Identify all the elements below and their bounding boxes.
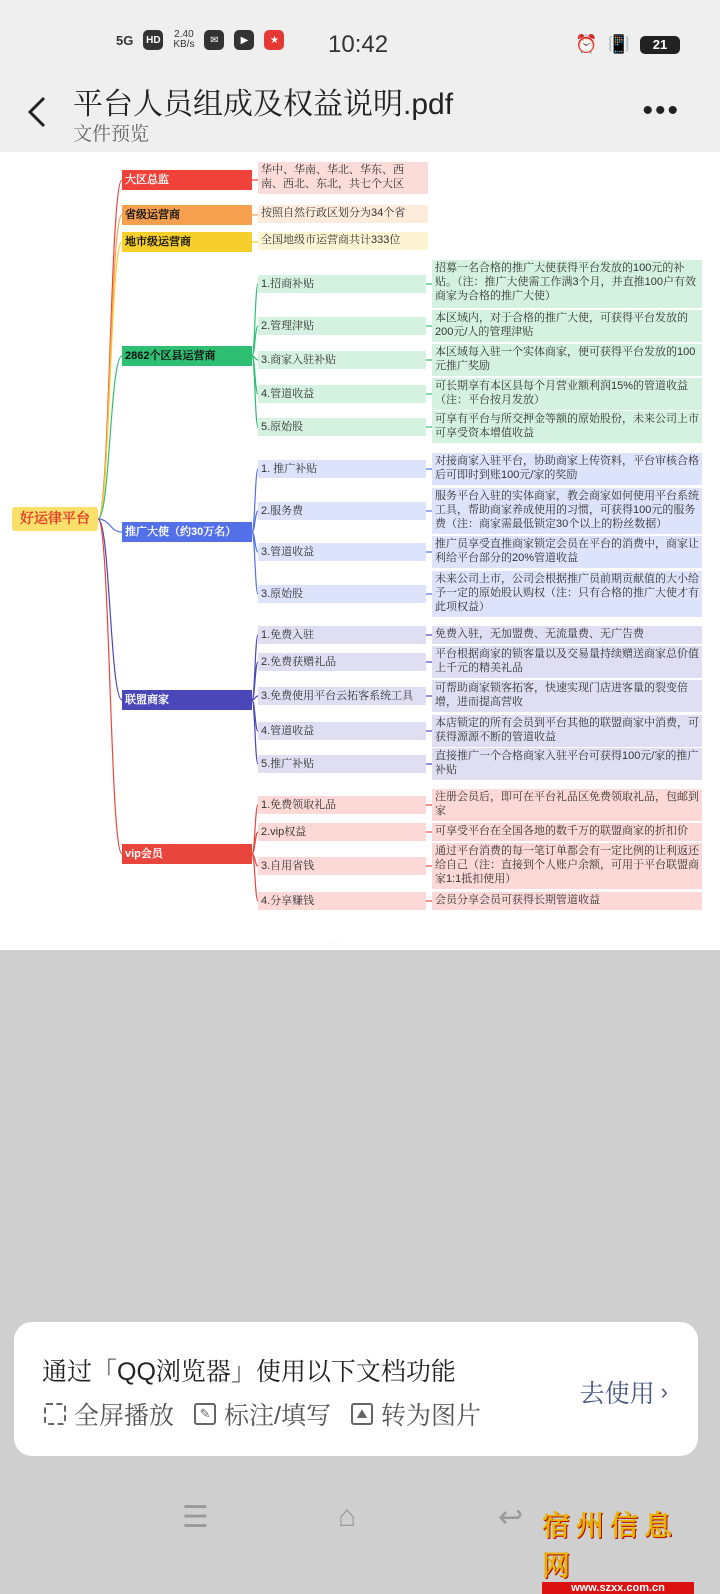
sub-item-description: 推广员享受直推商家锁定会员在平台的消费中，商家让利给平台部分的20%管道收益 — [432, 536, 702, 568]
system-nav-bar — [0, 1480, 720, 1594]
status-right — [575, 34, 680, 55]
connector-line — [98, 519, 122, 854]
branch-label: 省级运营商 — [122, 205, 252, 225]
sub-item-description: 对接商家入驻平台，协助商家上传资料，平台审核合格后可即时到账100元/家的奖励 — [432, 453, 702, 485]
clock: 10:42 — [328, 31, 389, 58]
sub-item-label: 1.免费入驻 — [258, 626, 426, 644]
sub-item-label: 5.原始股 — [258, 418, 426, 436]
logo-text: 宿州信息网 — [542, 1510, 679, 1581]
sub-item-description: 可享受平台在全国各地的数千万的联盟商家的折扣价 — [432, 823, 702, 841]
back-button[interactable] — [24, 92, 56, 132]
sub-item-label: 4.管道收益 — [258, 722, 426, 740]
qq-browser-promo-card — [14, 1322, 698, 1456]
sub-item-description: 招募一名合格的推广大使获得平台发放的100元的补贴。（注：推广大使需工作满3个月，并直推100户有效商家为合格的推广大使） — [432, 260, 702, 308]
back-nav-icon[interactable]: ↩ — [498, 1501, 524, 1534]
sub-item-label: 2.管理津贴 — [258, 317, 426, 335]
edit-icon: ✎ — [194, 1403, 216, 1425]
sub-item-label: 3.原始股 — [258, 585, 426, 603]
speed-unit: KB/s — [173, 39, 195, 50]
menu-icon[interactable]: ☰ — [182, 1501, 209, 1534]
sub-item-description: 通过平台消费的每一笔订单都会有一定比例的让利返还给自己（注：直接到个人账户余额，可用于平台联盟商家1:1抵扣使用） — [432, 843, 702, 889]
status-bar — [0, 0, 720, 74]
sub-item-label: 2.服务费 — [258, 502, 426, 520]
sub-item-description: 服务平台入驻的实体商家，教会商家如何使用平台系统工具，帮助商家养成使用的习惯，可获得100元的服务费（注：商家需最低锁定30个以上的粉丝数据） — [432, 488, 702, 534]
app-header — [0, 74, 720, 152]
sub-item-description: 直接推广一个合格商家入驻平台可获得100元/家的推广补贴 — [432, 748, 702, 780]
branch-label: vip会员 — [122, 844, 252, 864]
to-image-button[interactable] — [351, 1396, 481, 1432]
sub-item-description: 免费入驻，无加盟费、无流量费、无广告费 — [432, 626, 702, 644]
sub-item-label: 2.vip权益 — [258, 823, 426, 841]
sub-item-label: 1. 推广补贴 — [258, 460, 426, 478]
sub-item-label: 3.商家入驻补贴 — [258, 351, 426, 369]
document-preview[interactable] — [0, 152, 720, 950]
wechat-icon: ✉ — [204, 30, 224, 50]
speed-value: 2.40 — [174, 29, 194, 40]
image-icon: ⛰ — [351, 1403, 373, 1425]
sub-item-description: 可帮助商家锁客拓客，快速实现门店进客量的裂变倍增，进而提高营收 — [432, 680, 702, 712]
sub-item-description: 可长期享有本区县每个月营业额利润15%的管道收益（注：平台按月发放） — [432, 378, 702, 410]
mindmap-root: 好运律平台 — [12, 507, 98, 531]
branch-description: 全国地级市运营商共计333位 — [258, 232, 428, 250]
sub-item-label: 1.免费领取礼品 — [258, 796, 426, 814]
branch-label: 地市级运营商 — [122, 232, 252, 252]
pdf-watermark: ····· — [330, 940, 339, 946]
status-left — [116, 30, 284, 50]
sub-item-label: 1.招商补贴 — [258, 275, 426, 293]
branch-label: 联盟商家 — [122, 690, 252, 710]
hd-icon: HD — [143, 30, 163, 50]
go-use-label: 去使用 — [579, 1380, 655, 1408]
annotate-button[interactable] — [194, 1396, 331, 1432]
chevron-right-icon: › — [660, 1379, 668, 1404]
more-options-button[interactable] — [642, 94, 680, 128]
sub-item-description: 未来公司上市，公司会根据推广员前期贡献值的大小给予一定的原始股认购权（注：只有合格的推广大使才有此项权益） — [432, 571, 702, 617]
sub-item-label: 2.免费获赠礼品 — [258, 653, 426, 671]
sub-item-description: 平台根据商家的锁客量以及交易量持续赠送商家总价值上千元的精美礼品 — [432, 646, 702, 678]
branch-label: 2862个区县运营商 — [122, 346, 252, 366]
connector-line — [98, 180, 122, 519]
branch-description: 按照自然行政区划分为34个省 — [258, 205, 428, 223]
connector-line — [98, 242, 122, 519]
video-app-icon: ▶ — [234, 30, 254, 50]
fullscreen-label: 全屏播放 — [74, 1402, 175, 1430]
site-watermark-logo — [542, 1504, 694, 1594]
chevron-left-icon — [24, 92, 52, 132]
home-icon[interactable]: ⌂ — [338, 1500, 357, 1533]
to-image-label: 转为图片 — [380, 1402, 481, 1430]
fullscreen-button[interactable] — [44, 1396, 174, 1432]
sub-item-label: 5.推广补贴 — [258, 755, 426, 773]
sub-item-label: 3.免费使用平台云拓客系统工具 — [258, 687, 426, 705]
network-speed — [173, 30, 194, 50]
news-app-icon: ★ — [264, 30, 284, 50]
page-subtitle: 文件预览 — [73, 124, 150, 145]
alarm-icon: ⏰ — [575, 34, 598, 54]
logo-url: www.szxx.com.cn — [542, 1582, 694, 1594]
network-indicator: 5G — [116, 32, 134, 48]
sub-item-description: 本店锁定的所有会员到平台其他的联盟商家中消费，可获得源源不断的管道收益 — [432, 715, 702, 747]
promo-actions — [44, 1396, 481, 1432]
sub-item-label: 4.管道收益 — [258, 385, 426, 403]
sub-item-description: 可享有平台与所交押金等额的原始股份，未来公司上市可享受资本增值收益 — [432, 411, 702, 443]
branch-description: 华中、华南、华北、华东、西南、西北、东北，共七个大区 — [258, 162, 428, 194]
sub-item-description: 本区域内，对于合格的推广大使，可获得平台发放的200元/人的管理津贴 — [432, 310, 702, 342]
sub-item-label: 4.分享赚钱 — [258, 892, 426, 910]
branch-label: 大区总监 — [122, 170, 252, 190]
battery-icon: 21 — [640, 36, 680, 54]
fullscreen-icon — [44, 1403, 66, 1425]
page-title: 平台人员组成及权益说明.pdf — [73, 88, 454, 121]
sub-item-description: 会员分享会员可获得长期管道收益 — [432, 892, 702, 910]
annotate-label: 标注/填写 — [224, 1402, 331, 1430]
sub-item-description: 本区域每入驻一个实体商家，便可获得平台发放的100元推广奖励 — [432, 344, 702, 376]
sub-item-label: 3.管道收益 — [258, 543, 426, 561]
sub-item-label: 3.自用省钱 — [258, 857, 426, 875]
sub-item-description: 注册会员后，即可在平台礼品区免费领取礼品，包邮到家 — [432, 789, 702, 821]
branch-label: 推广大使（约30万名） — [122, 522, 252, 542]
go-use-button[interactable] — [580, 1374, 668, 1410]
promo-title: 通过「QQ浏览器」使用以下文档功能 — [42, 1358, 456, 1386]
vibrate-icon: 📳 — [607, 34, 630, 54]
more-icon: ••• — [642, 94, 680, 127]
